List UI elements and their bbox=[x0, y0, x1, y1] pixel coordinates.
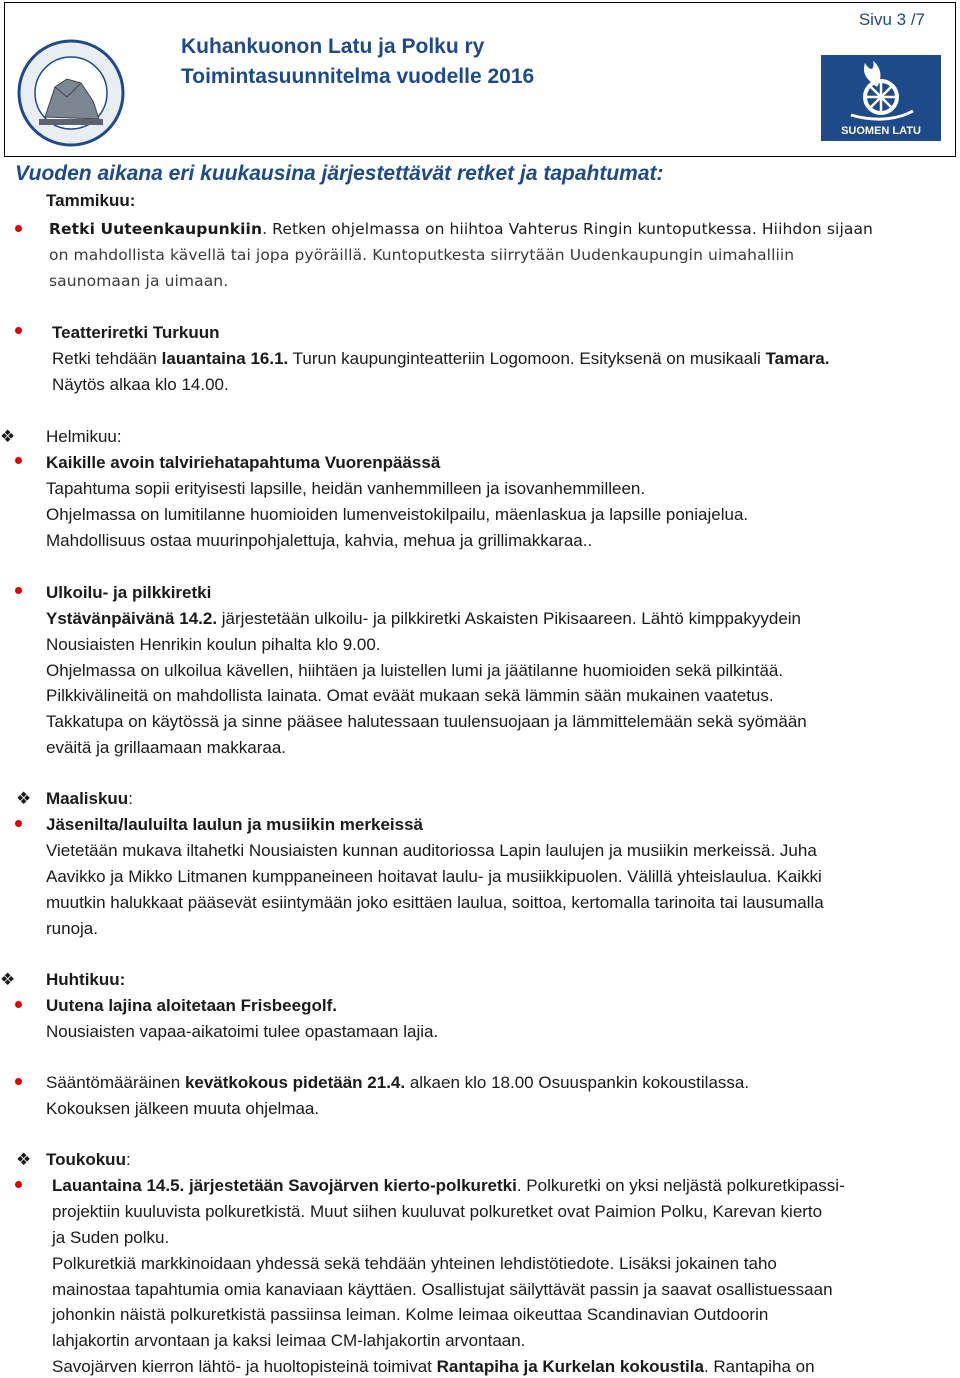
document-title: Toimintasuunnitelma vuodelle 2016 bbox=[181, 65, 535, 88]
event-line: eväitä ja grillaamaan makkaraa. bbox=[46, 738, 287, 757]
event-line: Ohjelmassa on ulkoilua kävellen, hiihtäen ja luistellen lumi ja jäätilanne huomioiden sekä pilkintää. bbox=[46, 661, 784, 680]
event-line: Nousiaisten Henrikin koulun pihalta klo 9.00. bbox=[46, 635, 381, 654]
event-line: Retki Uuteenkaupunkiin. Retken ohjelmassa on hiihtoa Vahterus Ringin kuntoputkessa. Hiihdon sijaan bbox=[49, 220, 873, 238]
event-line: Ystävänpäivänä 14.2. järjestetään ulkoilu- ja pilkkiretki Askaisten Pikisaareen. Lähtö kimppakyydein bbox=[46, 609, 802, 628]
bullet-icon bbox=[15, 1181, 22, 1188]
event-line: johonkin näistä polkuretkistä passiinsa leiman. Kolme leimaa oikeuttaa Scandinavian Outdoorin bbox=[52, 1305, 769, 1324]
bullet-icon bbox=[15, 820, 22, 827]
event-line: Aavikko ja Mikko Litmanen kumppaneineen hoitavat laulu- ja musiikkipuolen. Välillä yhteislaulua. Kaikki bbox=[46, 867, 822, 886]
diamond-bullet-icon: ❖ bbox=[16, 1150, 32, 1169]
bullet-icon bbox=[15, 225, 22, 232]
diamond-bullet-icon: ❖ bbox=[0, 427, 16, 446]
event-title: Kaikille avoin talviriehatapahtuma Vuorenpäässä bbox=[46, 453, 441, 472]
month-heading-tammikuu: Tammikuu: bbox=[46, 191, 136, 210]
event-title: Teatteriretki Turkuun bbox=[52, 323, 220, 342]
event-line: Pilkkivälineitä on mahdollista lainata. Omat eväät mukaan sekä lämmin sään mukainen vaatetus. bbox=[46, 686, 774, 705]
event-line: Lauantaina 14.5. järjestetään Savojärven kierto-polkuretki. Polkuretki on yksi neljästä polkuretkipassi- bbox=[52, 1176, 845, 1195]
event-line: runoja. bbox=[46, 919, 98, 938]
suomen-latu-logo-text: SUOMEN LATU bbox=[841, 125, 921, 137]
event-line: projektiin kuuluvista polkuretkistä. Muut siihen kuuluvat polkuretket ovat Paimion Polku, Karevan kierto bbox=[52, 1202, 823, 1221]
event-line: Polkuretkiä markkinoidaan yhdessä sekä tehdään yhteinen lehdistötiedote. Lisäksi jokainen taho bbox=[52, 1254, 777, 1273]
event-line: mainostaa tapahtumia omia kanaviaan käyttäen. Osallistujat säilyttävät passin ja saavat osallistuessaan bbox=[52, 1280, 833, 1299]
event-title: Uutena lajina aloitetaan Frisbeegolf. bbox=[46, 996, 337, 1015]
event-line: Kokouksen jälkeen muuta ohjelmaa. bbox=[46, 1099, 320, 1118]
event-title: Ulkoilu- ja pilkkiretki bbox=[46, 583, 212, 602]
event-line: saunomaan ja uimaan. bbox=[49, 272, 229, 290]
event-line: Tapahtuma sopii erityisesti lapsille, heidän vanhemmilleen ja isovanhemmilleen. bbox=[46, 479, 646, 498]
suomen-latu-logo bbox=[821, 55, 941, 141]
diamond-bullet-icon: ❖ bbox=[16, 789, 32, 808]
event-line: Näytös alkaa klo 14.00. bbox=[52, 375, 229, 394]
bullet-icon bbox=[15, 327, 22, 334]
bullet-icon bbox=[15, 1001, 22, 1008]
month-heading-huhtikuu: Huhtikuu: bbox=[46, 970, 126, 989]
event-line: Retki tehdään lauantaina 16.1. Turun kaupunginteatteriin Logomoon. Esityksenä on musikaali Tamara. bbox=[52, 349, 830, 368]
event-line: ja Suden polku. bbox=[52, 1228, 170, 1247]
organization-name: Kuhankuonon Latu ja Polku ry bbox=[181, 35, 485, 58]
section-lead-heading: Vuoden aikana eri kuukausina järjestettävät retket ja tapahtumat: bbox=[15, 162, 664, 185]
event-line: muutkin halukkaat pääsevät esiintymään joko esittäen laulua, soittoa, kertomalla tarinoita tai lausumalla bbox=[46, 893, 824, 912]
event-line: on mahdollista kävellä tai jopa pyöräillä. Kuntoputkesta siirrytään Uudenkaupungin uimahalliin bbox=[49, 246, 795, 264]
bullet-icon bbox=[15, 1078, 22, 1085]
page-number: Sivu 3 /7 bbox=[858, 10, 925, 29]
bullet-icon bbox=[15, 457, 22, 464]
event-line: Savojärven kierron lähtö- ja huoltopisteinä toimivat Rantapiha ja Kurkelan kokoustila. Rantapiha on bbox=[52, 1357, 815, 1376]
event-line: Mahdollisuus ostaa muurinpohjalettuja, kahvia, mehua ja grillimakkaraa.. bbox=[46, 531, 593, 550]
event-line: Takkatupa on käytössä ja sinne pääsee halutessaan tuulensuojaan ja lämmittelemään sekä syömään bbox=[46, 712, 807, 731]
event-line: Ohjelmassa on lumitilanne huomioiden lumenveistokilpailu, mäenlaskua ja lapsille poniajelua. bbox=[46, 505, 749, 524]
page-header bbox=[4, 2, 956, 157]
bullet-icon bbox=[15, 587, 22, 594]
month-heading-toukokuu: Toukokuu: bbox=[46, 1150, 131, 1169]
diamond-bullet-icon: ❖ bbox=[0, 970, 16, 989]
event-title: Jäsenilta/lauluilta laulun ja musiikin merkeissä bbox=[46, 815, 423, 834]
event-line: lahjakortin arvontaan ja kaksi leimaa CM-lahjakortin arvontaan. bbox=[52, 1331, 526, 1350]
event-line: Nousiaisten vapaa-aikatoimi tulee opastamaan lajia. bbox=[46, 1022, 439, 1041]
month-heading-maaliskuu: Maaliskuu: bbox=[46, 789, 133, 808]
month-heading-helmikuu: Helmikuu: bbox=[46, 427, 122, 446]
event-line: Sääntömääräinen kevätkokous pidetään 21.4. alkaen klo 18.00 Osuuspankin kokoustilassa. bbox=[46, 1073, 750, 1092]
event-line: Vietetään mukava iltahetki Nousiaisten kunnan auditoriossa Lapin laulujen ja musiikin merkeissä. Juha bbox=[46, 841, 817, 860]
organization-logo bbox=[15, 39, 127, 147]
